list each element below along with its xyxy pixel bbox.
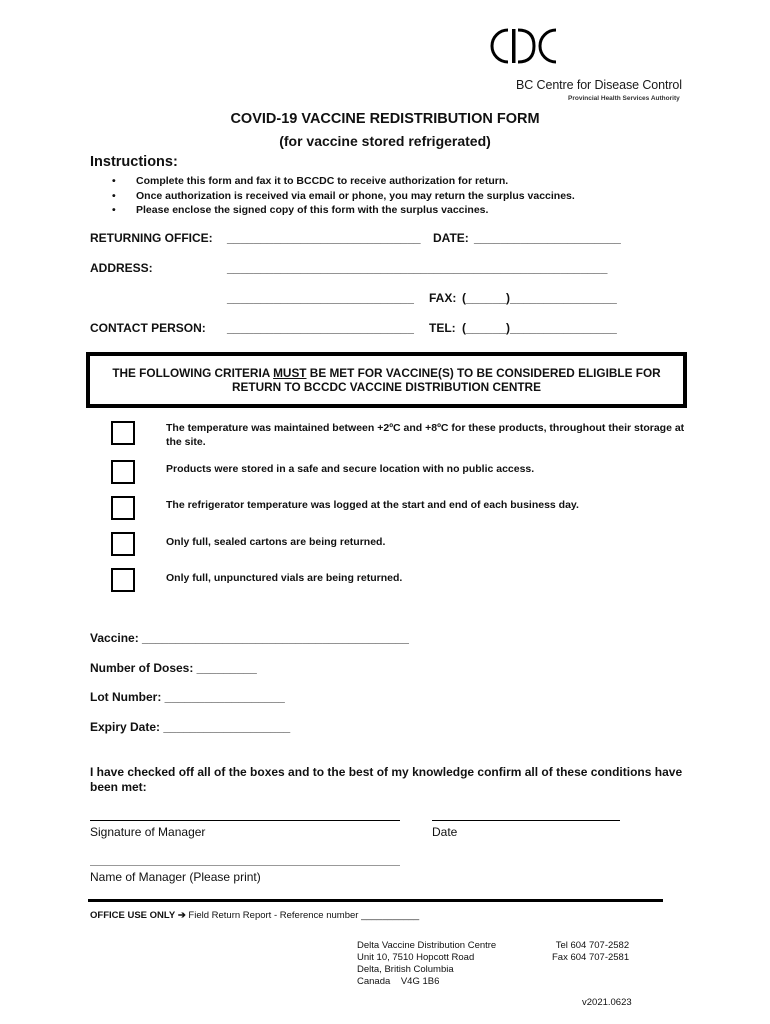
checkbox-sealed-cartons[interactable] [111, 532, 135, 556]
criteria-must: MUST [273, 366, 307, 380]
office-use [90, 910, 419, 921]
contact-person-label: CONTACT PERSON: [90, 321, 206, 335]
checkbox-secure-storage[interactable] [111, 460, 135, 484]
divider [88, 899, 663, 902]
version-label: v2021.0623 [582, 997, 632, 1008]
instruction-item: • Complete this form and fax it to BCCDC to receive authorization for return. [112, 174, 575, 189]
contact-person-field[interactable]: ____________________________ [227, 321, 414, 335]
bccdc-logo-icon [486, 26, 560, 66]
date-field[interactable]: ______________________ [474, 231, 621, 245]
expiry-date-field[interactable]: Expiry Date: ___________________ [90, 720, 291, 734]
footer-tel: Tel 604 707-2582 [555, 940, 630, 951]
fax-field[interactable]: (______)________________ [462, 291, 617, 305]
signature-line[interactable] [90, 820, 400, 821]
manager-name-line[interactable] [90, 865, 400, 866]
org-name: BC Centre for Disease Control [516, 78, 682, 92]
manager-name-label: Name of Manager (Please print) [90, 870, 261, 884]
signature-label: Signature of Manager [90, 825, 206, 839]
footer-contact [552, 940, 629, 964]
tel-field[interactable]: (______)________________ [462, 321, 617, 335]
checklist-item-secure-storage: Products were stored in a safe and secure location with no public access. [166, 463, 535, 475]
org-subtitle: Provincial Health Services Authority [568, 95, 680, 102]
checklist-item-sealed-cartons: Only full, sealed cartons are being returned. [166, 536, 386, 548]
instruction-item: • Please enclose the signed copy of this form with the surplus vaccines. [112, 203, 575, 218]
instruction-item: • Once authorization is received via email or phone, you may return the surplus vaccines. [112, 189, 575, 204]
vaccine-field[interactable]: Vaccine: ________________________________________ [90, 631, 409, 645]
checkbox-temperature-logged[interactable] [111, 496, 135, 520]
instructions-list [112, 174, 575, 218]
tel-label: TEL: [429, 321, 456, 335]
office-use-text: Field Return Report - Reference number ___________ [185, 910, 420, 921]
form-subtitle: (for vaccine stored refrigerated) [279, 133, 491, 149]
criteria-heading: THE FOLLOWING CRITERIA MUST BE MET FOR VACCINE(S) TO BE CONSIDERED ELIGIBLE FOR RETURN TO BCCDC VACCINE DISTRIBUTION CENTRE [112, 366, 661, 394]
returning-office-label: RETURNING OFFICE: [90, 231, 213, 245]
checklist-item-temperature: The temperature was maintained between +2ºC and +8ºC for these products, throughout their storage at the site. [166, 422, 685, 448]
arrow-right-icon: ➔ [177, 910, 186, 921]
footer-fax: Fax 604 707-2581 [552, 952, 630, 963]
signature-date-label: Date [432, 825, 458, 839]
footer-address: Delta Vaccine Distribution Centre Unit 10, 7510 Hopcott Road Delta, British Columbia Canada V4G 1B6 [357, 940, 497, 987]
signature-date-line[interactable] [432, 820, 620, 821]
doses-field[interactable]: Number of Doses: _________ [90, 661, 257, 675]
returning-office-field[interactable]: _____________________________ [227, 231, 421, 245]
date-label: DATE: [433, 231, 469, 245]
instructions-heading: Instructions: [90, 154, 178, 170]
checkbox-temperature[interactable] [111, 421, 135, 445]
form-title: COVID-19 VACCINE REDISTRIBUTION FORM [230, 111, 540, 127]
office-use-label: OFFICE USE ONLY [90, 910, 176, 921]
checklist-item-temperature-logged: The refrigerator temperature was logged at the start and end of each business day. [166, 499, 579, 511]
lot-number-field[interactable]: Lot Number: __________________ [90, 690, 285, 704]
address-line2-field[interactable]: ____________________________ [227, 291, 414, 305]
address-label: ADDRESS: [90, 261, 153, 275]
address-field[interactable]: _________________________________________________________ [227, 261, 608, 275]
confirmation-text: I have checked off all of the boxes and to the best of my knowledge confirm all of these conditions have been met: [90, 765, 683, 794]
fax-label: FAX: [429, 291, 457, 305]
checklist-item-unpunctured-vials: Only full, unpunctured vials are being returned. [166, 572, 403, 584]
checkbox-unpunctured-vials[interactable] [111, 568, 135, 592]
